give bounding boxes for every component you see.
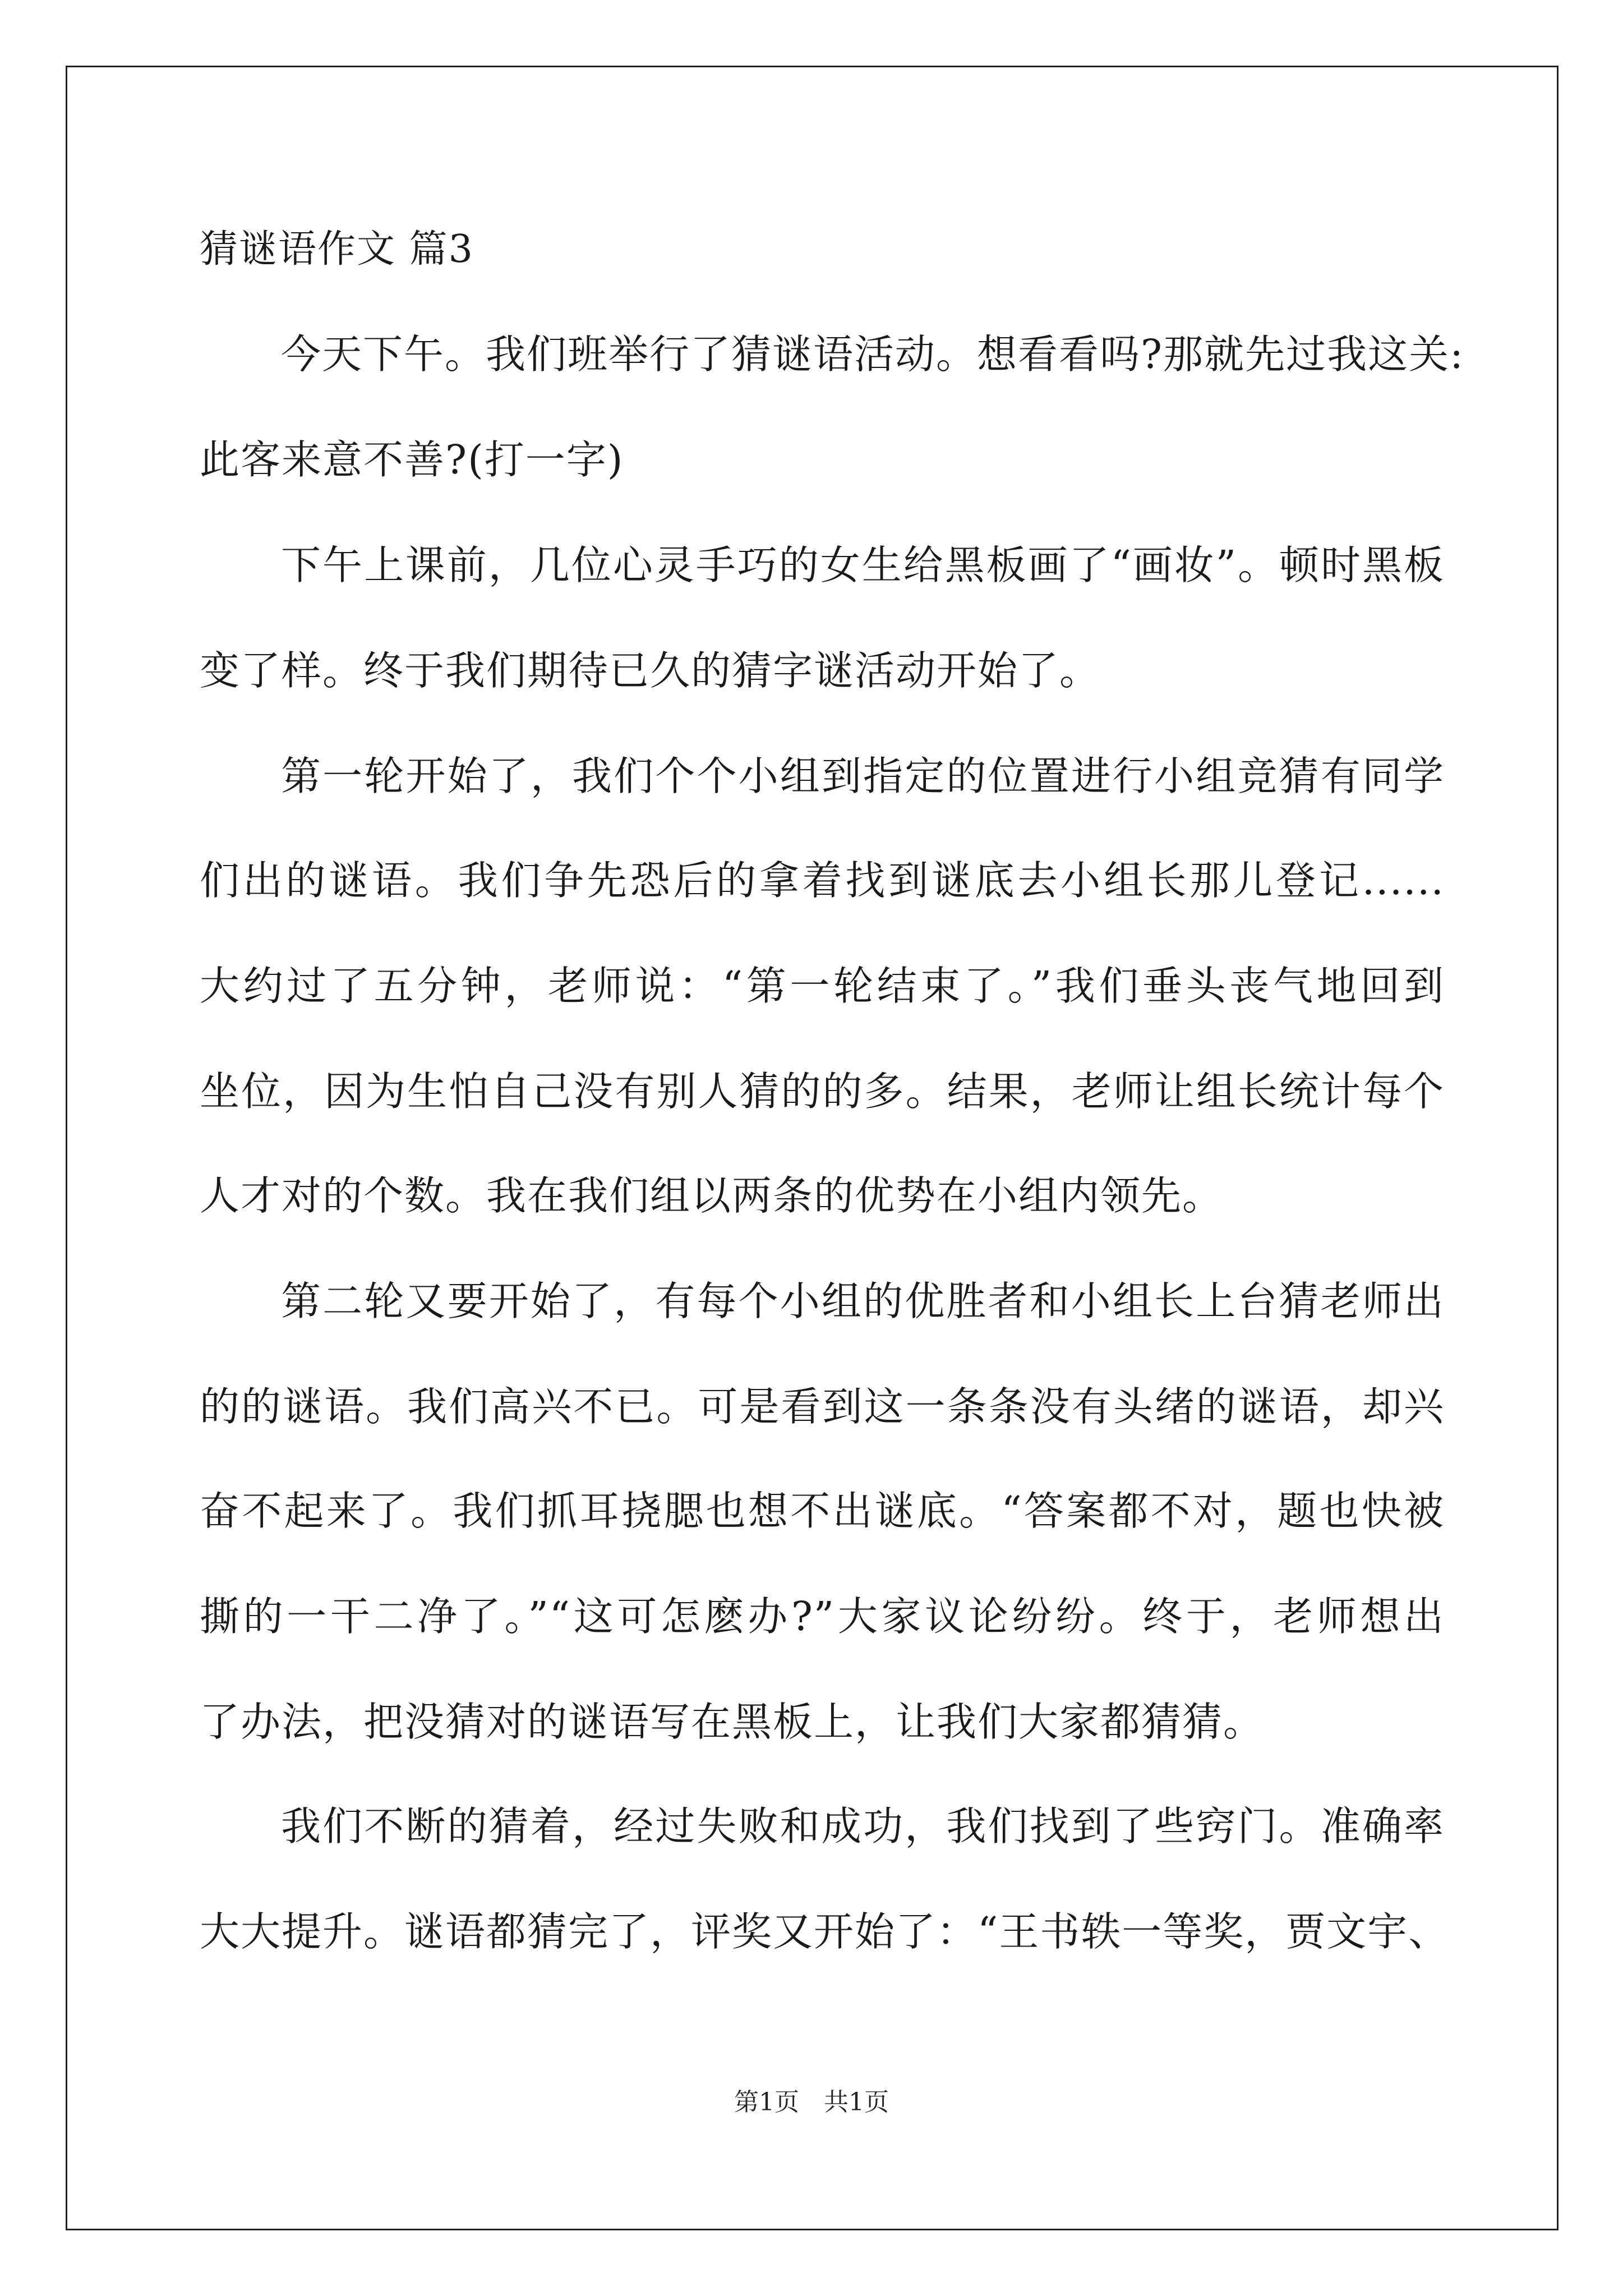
paragraph-line: 今天下午。我们班举行了猜谜语活动。想看看吗?那就先过我这关: <box>281 331 1464 378</box>
paragraph-line: 的的谜语。我们高兴不已。可是看到这一条条没有头绪的谜语，却兴 <box>200 1383 1445 1430</box>
paragraph-line: 第二轮又要开始了，有每个小组的优胜者和小组长上台猜老师出 <box>281 1278 1445 1324</box>
paragraph-line: 第一轮开始了，我们个个小组到指定的位置进行小组竞猜有同学 <box>281 753 1445 799</box>
paragraph-line: 下午上课前，几位心灵手巧的女生给黑板画了“画妆”。顿时黑板 <box>281 542 1445 588</box>
paragraph-line: 此客来意不善?(打一字) <box>200 436 624 483</box>
paragraph-line: 了办法，把没猜对的谜语写在黑板上，让我们大家都猜猜。 <box>200 1699 1265 1745</box>
document-title: 猜谜语作文 篇3 <box>200 227 474 272</box>
paragraph-line: 变了样。终于我们期待已久的猜字谜活动开始了。 <box>200 647 1101 694</box>
paragraph-line: 们出的谜语。我们争先恐后的拿着找到谜底去小组长那儿登记...... <box>200 857 1445 904</box>
paragraph-line: 奋不起来了。我们抓耳挠腮也想不出谜底。“答案都不对，题也快被 <box>200 1488 1445 1534</box>
paragraph-line: 我们不断的猜着，经过失败和成功，我们找到了些窍门。准确率 <box>281 1803 1445 1849</box>
paragraph-line: 大大提升。谜语都猜完了，评奖又开始了：“王书轶一等奖，贾文宇、 <box>200 1908 1450 1955</box>
paragraph-line: 撕的一干二净了。”“这可怎麽办?”大家议论纷纷。终于，老师想出 <box>200 1593 1445 1640</box>
paragraph-line: 大约过了五分钟，老师说：“第一轮结束了。”我们垂头丧气地回到 <box>200 963 1445 1009</box>
paragraph-line: 人才对的个数。我在我们组以两条的优势在小组内领先。 <box>200 1172 1224 1219</box>
paragraph-line: 坐位，因为生怕自己没有别人猜的的多。结果，老师让组长统计每个 <box>200 1068 1445 1115</box>
page-number-footer: 第1页 共1页 <box>734 2088 889 2116</box>
